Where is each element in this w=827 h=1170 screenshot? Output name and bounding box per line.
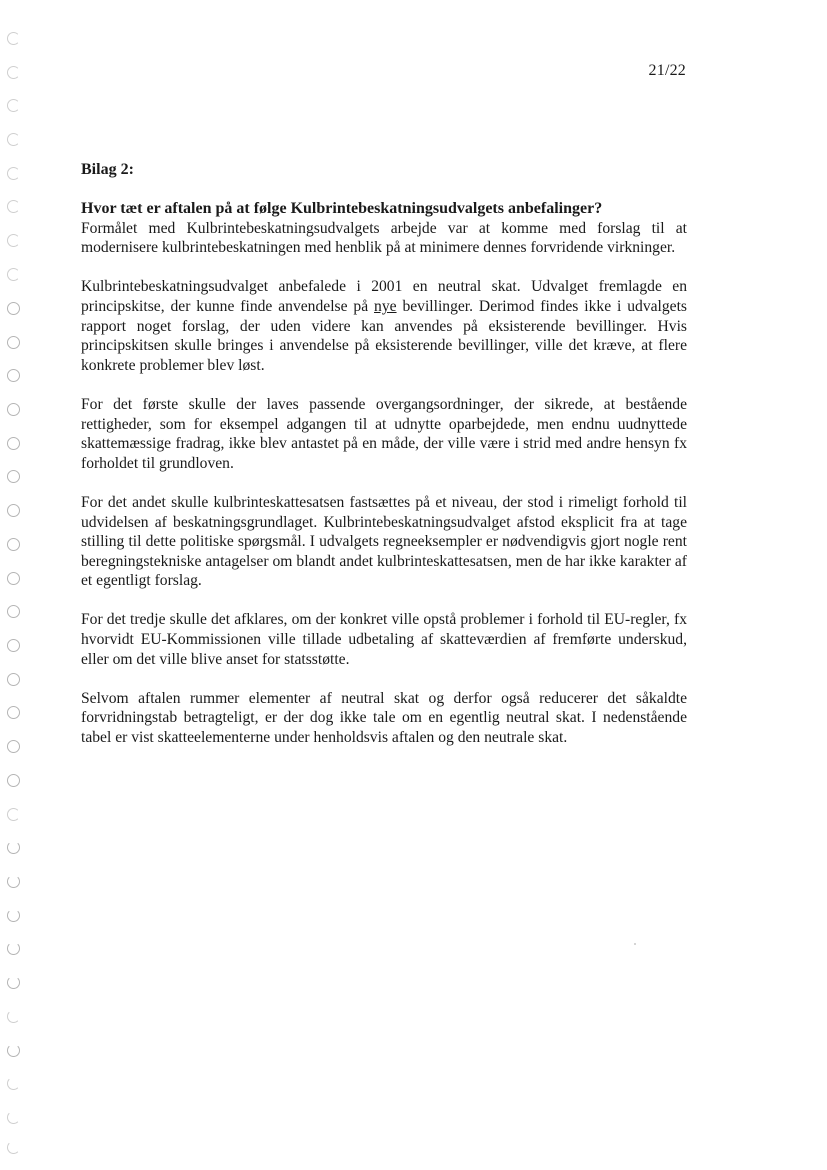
punch-hole-icon [7,268,20,281]
punch-hole-icon [7,740,20,753]
punch-hole-icon [7,1010,20,1023]
punch-hole-icon [7,673,20,686]
punch-hole-icon [7,437,20,450]
punch-hole-icon [7,639,20,652]
punch-hole-icon [7,403,20,416]
punch-hole-icon [7,32,20,45]
paragraph-conclusion: Selvom aftalen rummer elementer af neutral skat og derfor også reducerer det såkaldte forvridningstab betragteligt, er der dog ikke tale om en egentlig neutral skat. I nedenstående tabel er vist skatteelementerne under henholdsvis aftalen og den neutrale skat. [81,689,687,747]
punch-hole-icon [7,133,20,146]
punch-hole-icon [7,1111,20,1124]
punch-hole-icon [7,1141,20,1154]
punch-hole-icon [7,909,20,922]
page-number: 21/22 [648,62,686,79]
punch-hole-icon [7,1077,20,1090]
punch-hole-icon [7,470,20,483]
punch-hole-icon [7,942,20,955]
punch-hole-icon [7,875,20,888]
paragraph-second-problem: For det andet skulle kulbrinteskattesatsen fastsættes på et niveau, der stod i rimeligt forhold til udvidelsen af beskatningsgrundlaget. Kulbrintebeskatningsudvalget afstod eksplicit fra at tage stilling til dette politiske spørgsmål. I udvalgets regneeksempler er nødvendigvis gjort nogle rent beregningstekniske antagelser om blandt andet kulbrinteskattesatsen, men de har ikke karakter af et egentligt forslag. [81,493,687,590]
paragraph-text: Kulbrintebeskatningsudvalget anbefalede i 2001 en neutral skat. Udvalget fremlagde en principskitse, der kunne finde anvendelse på [81,278,687,315]
underlined-word: nye [374,297,397,315]
punch-hole-icon [7,706,20,719]
punch-hole-icon [7,99,20,112]
appendix-title: Bilag 2: [81,161,134,178]
punch-hole-icon [7,808,20,821]
punch-hole-icon [7,302,20,315]
binder-punch-holes [0,0,30,1170]
punch-hole-icon [7,369,20,382]
document-body [81,160,687,767]
punch-hole-icon [7,774,20,787]
punch-hole-icon [7,605,20,618]
paragraph-neutral-tax [81,277,687,375]
punch-hole-icon [7,1044,20,1057]
punch-hole-icon [7,200,20,213]
punch-hole-icon [7,336,20,349]
punch-hole-icon [7,234,20,247]
punch-hole-icon [7,572,20,585]
punch-hole-icon [7,167,20,180]
section-heading: Hvor tæt er aftalen på at følge Kulbrintebeskatningsudvalgets anbefalinger? [81,199,603,217]
paragraph-third-problem: For det tredje skulle det afklares, om der konkret ville opstå problemer i forhold til EU-regler, fx hvorvidt EU-Kommissionen ville tillade udbetaling af skatteværdien af fremførte underskud, eller om det ville blive anset for statsstøtte. [81,611,687,668]
punch-hole-icon [7,504,20,517]
punch-hole-icon [7,976,20,989]
punch-hole-icon [7,538,20,551]
scan-speck [634,943,636,945]
paragraph-first-problem: For det første skulle der laves passende overgangsordninger, der sikrede, at bestående rettigheder, som for eksempel adgangen til at udnytte oparbejdede, men endnu uudnyttede skattemæssige fradrag, ikke blev antastet på en måde, der ville være i strid med andre hensyn fx forholdet til grundloven. [81,395,687,472]
punch-hole-icon [7,841,20,854]
punch-hole-icon [7,66,20,79]
paragraph-text: bevillinger. Derimod findes ikke i udvalgets rapport noget forslag, der uden videre kan anvendes på eksisterende bevillinger. Hvis principskitsen skulle bringes i anvendelse på eksisterende bevillinger, ville det kræve, at flere konkrete problemer blev løst. [81,297,688,374]
intro-paragraph: Formålet med Kulbrintebeskatningsudvalgets arbejde var at komme med forslag til at modernisere kulbrintebeskatningen med henblik på at minimere dennes forvridende virkninger. [81,219,687,257]
